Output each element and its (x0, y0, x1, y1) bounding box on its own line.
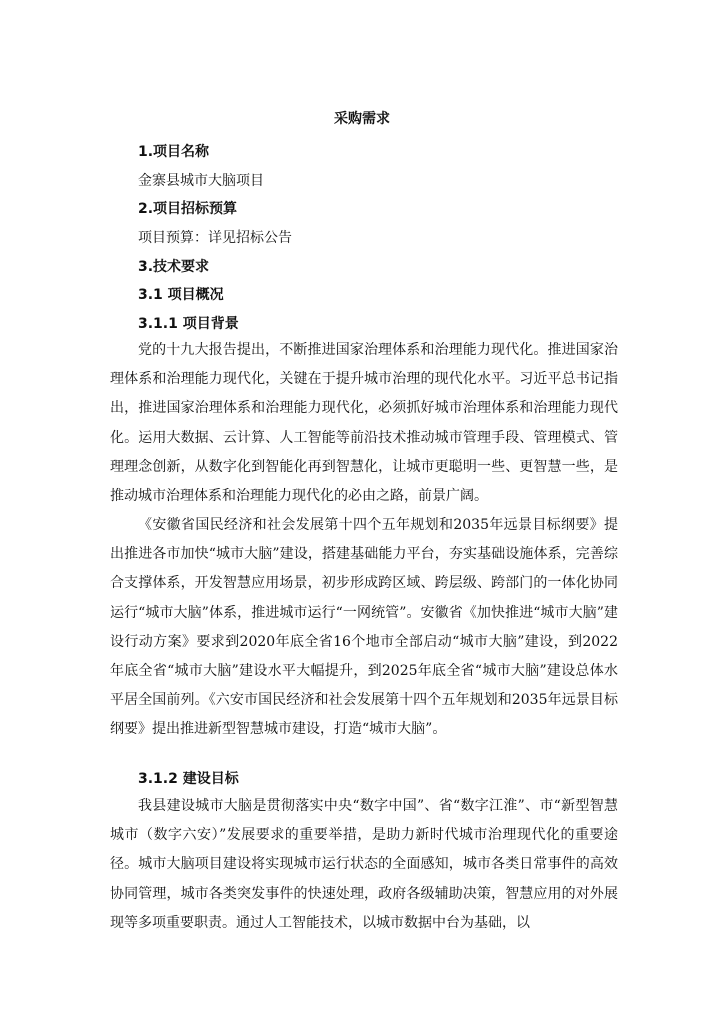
background-paragraph-1: 党的十九大报告提出，不断推进国家治理体系和治理能力现代化。推进国家治理体系和治理能力现代化，关键在于提升城市治理的现代化水平。习近平总书记指出，推进国家治理体系和治理能力现代化，必须抓好城市治理体系和治理能力现代化。运用大数据、云计算、人工智能等前沿技术推动城市管理手段、管理模式、管理理念创新，从数字化到智能化再到智慧化，让城市更聪明一些、更智慧一些，是推动城市治理体系和治理能力现代化的必由之路，前景广阔。 (110, 342, 618, 505)
background-paragraph-2: 《安徽省国民经济和社会发展第十四个五年规划和2035年远景目标纲要》提出推进各市加快“城市大脑”建设，搭建基础能力平台，夯实基础设施体系，完善综合支撑体系，开发智慧应用场景，初步形成跨区域、跨层级、跨部门的一体化协同运行“城市大脑”体系，推进城市运行“一网统管”。安徽省《加快推进“城市大脑”建设行动方案》要求到2020年底全省16个地市全部启动“城市大脑”建设，到2022年底全省“城市大脑”建设水平大幅提升，到2025年底全省“城市大脑”建设总体水平居全国前列。《六安市国民经济和社会发展第十四个五年规划和2035年远景目标纲要》提出推进新型智慧城市建设，打造“城市大脑”。 (110, 517, 618, 738)
document-title: 采购需求 (334, 111, 390, 127)
section-heading-project-name: 1.项目名称 (138, 144, 210, 160)
goal-paragraph-1: 我县建设城市大脑是贯彻落实中央“数字中国”、省“数字江淮”、市“新型智慧城市（数字六安）”发展要求的重要举措，是助力新时代城市治理现代化的重要途径。城市大脑项目建设将实现城市运行状态的全面感知，城市各类日常事件的高效协同管理，城市各类突发事件的快速处理，政府各级辅助决策，智慧应用的对外展现等多项重要职责。通过人工智能技术，以城市数据中台为基础，以 (110, 798, 618, 931)
section-heading-background: 3.1.1 项目背景 (138, 316, 239, 332)
section-heading-goal: 3.1.2 建设目标 (138, 771, 239, 787)
section-heading-overview: 3.1 项目概况 (138, 287, 224, 303)
project-name-text: 金寨县城市大脑项目 (138, 173, 264, 189)
section-heading-budget: 2.项目招标预算 (138, 201, 238, 217)
section-heading-tech: 3.技术要求 (138, 259, 210, 275)
budget-text: 项目预算：详见招标公告 (138, 230, 292, 246)
